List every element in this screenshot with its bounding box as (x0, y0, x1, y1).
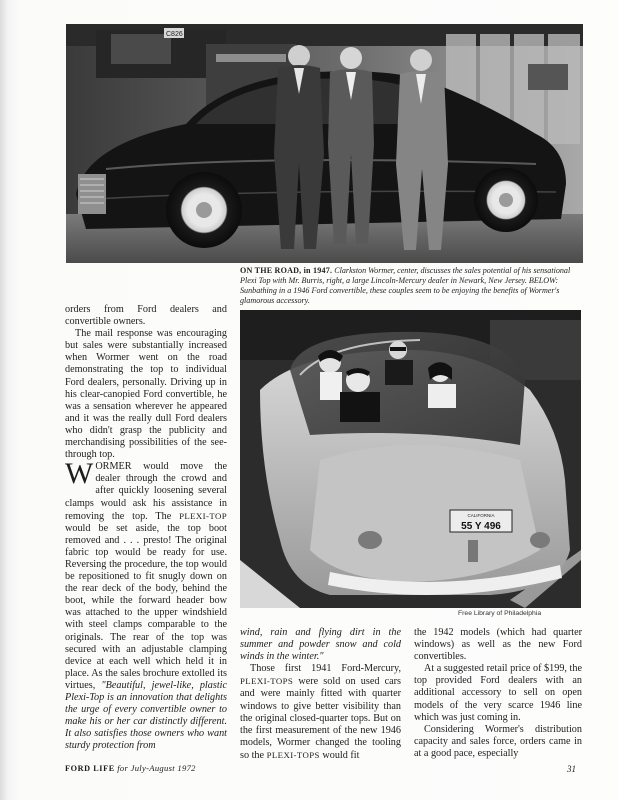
page-number: 31 (567, 764, 576, 774)
col1-p3-smallcaps: PLEXI-TOP (179, 510, 227, 521)
col1-paragraph-3 (65, 457, 227, 752)
caption-body: Clarkston Wormer, center, discusses the sales potential of his sensational Plexi Top with Mr. Burris, right, a large Lincoln-Mercury dealer in Newark, New Jersey. BELOW: Sunbathing in a 1946 Ford convertible, these couples seem to be enjoying the benefits of Wormer's glamorous accessory. (240, 266, 571, 305)
hanging-plate: C826 (166, 31, 183, 38)
plate-state: CALIFORNIA (467, 513, 495, 518)
footer-magazine: FORD LIFE (65, 764, 115, 773)
col2-p2-smallcaps-2: PLEXI-TOPS (266, 749, 320, 760)
col2-paragraph-2 (240, 663, 401, 762)
footer-date: for July-August 1972 (114, 763, 196, 773)
col1-p3-text-a: ORMER would move the dealer through the crowd and after quickly loosening several clamps would ask his assistance in removing the top. The (65, 461, 227, 522)
col2-p2-text-b: were sold on used cars and were mainly fitted with quarter windows to give better visibility than the original closed-quarter tops. But on the first measurement of the new 1946 models, Wormer changed the tooling so the (240, 676, 401, 761)
col1-paragraph-1: orders from Ford dealers and convertible owners. (65, 304, 227, 328)
col1-p3-quote: "Beautiful, jewel-like, plastic Plexi-Top is an innovation that delights the urge of every convertible owner to make his or her car distinctly different. It also satisfies those owners who want sturdy protection from (65, 679, 227, 752)
column-1 (65, 304, 227, 752)
photo-caption (240, 266, 582, 306)
license-plate (450, 510, 512, 532)
col3-paragraph-2: At a suggested retail price of $199, the top provided Ford dealers with an additional accessory to sell on open models of the very scarce 1946 line which was just coming in. (414, 663, 582, 723)
col1-paragraph-2: The mail response was encouraging but sales were substantially increased when Wormer went on the road demonstrating the top to individual Ford dealers, personally. Driving up in his clear-canopied Ford convertible, he was a sensation wherever he appeared and it was the really dull Ford dealers who didn't grasp the publicity and merchandising possibilities of the see-through top. (65, 328, 227, 461)
col1-p3-text-b: would be set aside, the top boot removed and . . . presto! The original fabric top would be ready for use. Reversing the procedure, the top would be repositioned to fit snugly down on the rear deck of the body, behind the boot, while the forward header bow was attached to the upper windshield with steel clamps comparable to the originals. The rear of the top was secured with an adjustable clamping device at each well which held it in place. As the sales brochure extolled its virtues, (65, 522, 227, 691)
photo-1946-convertible-image (240, 310, 581, 608)
footer-issue (65, 763, 196, 773)
photo-1947-showroom-image (66, 24, 583, 263)
col2-p2-text-c: would fit (319, 749, 360, 761)
caption-lead: ON THE ROAD, in 1947. (240, 266, 333, 275)
photo-1946-convertible (240, 310, 581, 608)
passenger-woman-left (318, 350, 343, 400)
photo-credit: Free Library of Philadelphia (458, 610, 542, 617)
col2-p2-text-a: Those first 1941 Ford-Mercury, (250, 663, 401, 675)
plate-number: 55 Y 496 (461, 521, 501, 532)
drop-cap: W (65, 457, 94, 491)
col3-paragraph-3: Considering Wormer's distribution capacity and sales force, orders came in at a good pace, especially (414, 723, 582, 759)
col2-p2-smallcaps: PLEXI-TOPS (240, 676, 294, 687)
column-3 (414, 627, 582, 760)
photo-1947-showroom (66, 24, 583, 263)
col3-paragraph-1: the 1942 models (which had quarter windows) as well as the new Ford convertibles. (414, 627, 582, 663)
column-2 (240, 627, 401, 762)
col2-paragraph-1: wind, rain and flying dirt in the summer and powder snow and cold winds in the winter." (240, 627, 401, 663)
passenger-woman-right (428, 362, 456, 408)
